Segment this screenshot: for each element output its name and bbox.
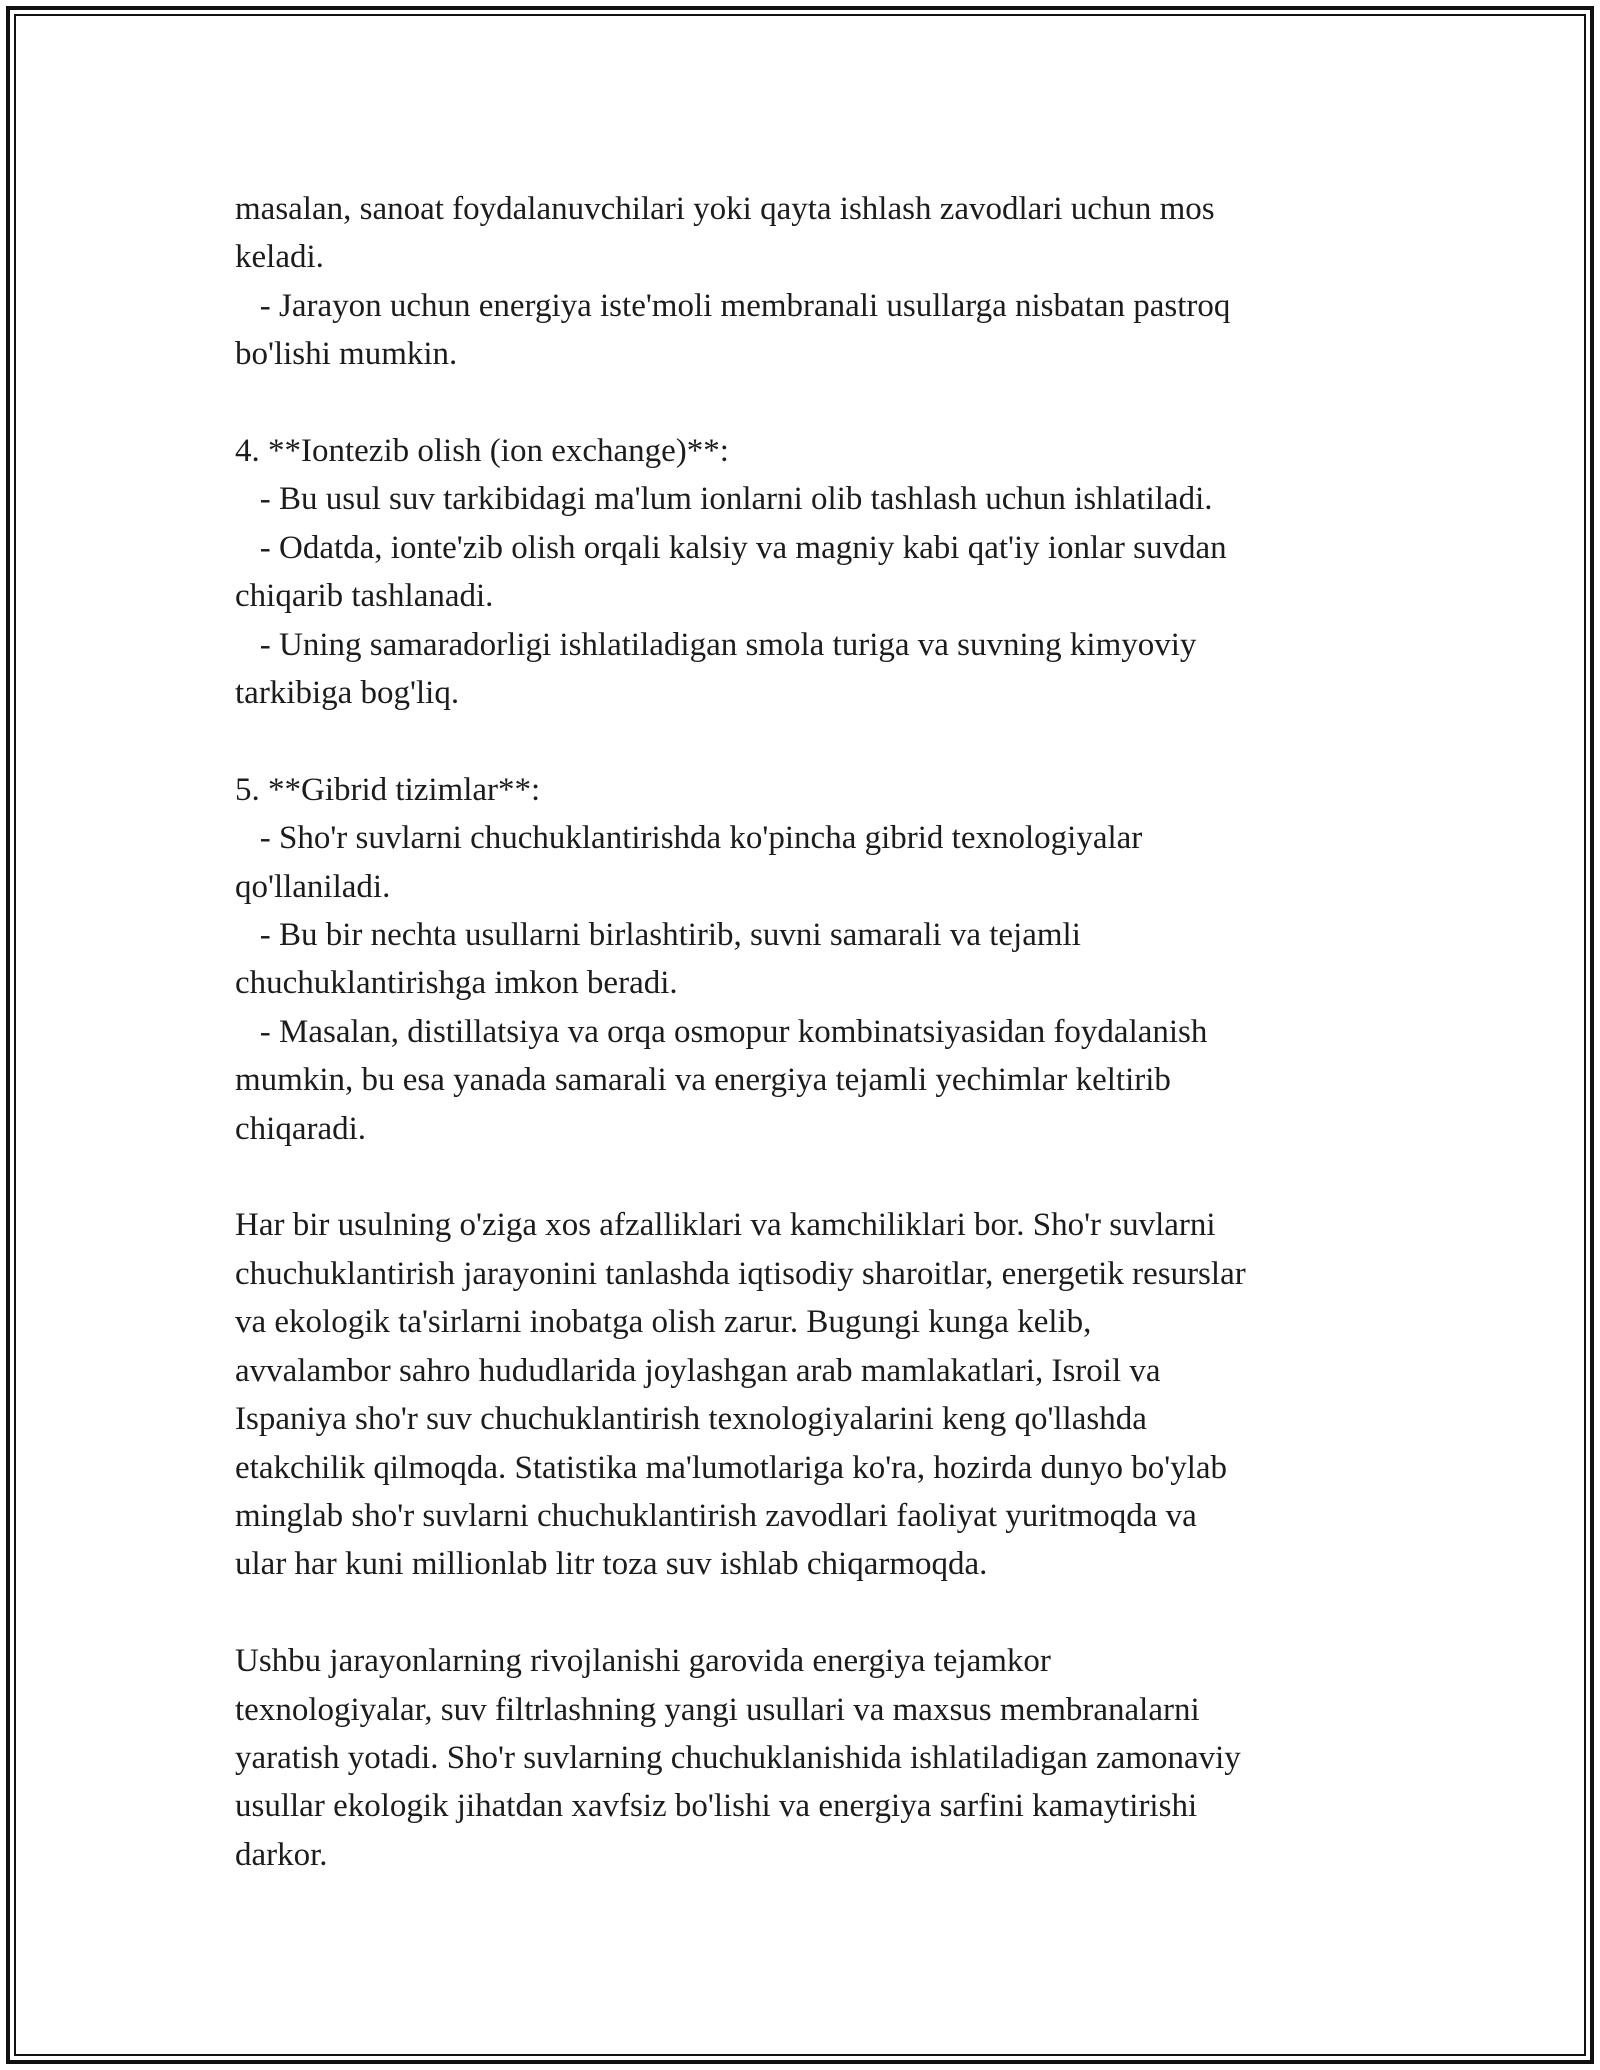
text-line: darkor. xyxy=(235,1836,328,1873)
text-line: Har bir usulning o'ziga xos afzalliklari va kamchiliklari bor. Sho'r suvlarni xyxy=(235,1207,1216,1244)
text-line: ular har kuni millionlab litr toza suv ishlab chiqarmoqda. xyxy=(235,1546,988,1583)
text-line: usullar ekologik jihatdan xavfsiz bo'lishi va energiya sarfini kamaytirishi xyxy=(235,1788,1198,1825)
blank-line xyxy=(235,717,1375,765)
text-line: - Masalan, distillatsiya va orqa osmopur kombinatsiyasidan foydalanish xyxy=(235,1013,1208,1050)
conclusion-paragraph xyxy=(235,1637,1375,1879)
text-line: mumkin, bu esa yanada samarali va energiya tejamli yechimlar keltirib xyxy=(235,1062,1171,1099)
blank-line xyxy=(235,379,1375,427)
text-line: Ispaniya sho'r suv chuchuklantirish texnologiyalarini keng qo'llashda xyxy=(235,1401,1147,1438)
text-line: va ekologik ta'sirlarni inobatga olish zarur. Bugungi kunga kelib, xyxy=(235,1304,1092,1341)
text-line: keladi. xyxy=(235,239,324,276)
continuation-block xyxy=(235,185,1375,379)
text-line: avvalambor sahro hududlarida joylashgan arab mamlakatlari, Isroil va xyxy=(235,1352,1161,1389)
section-heading: 5. **Gibrid tizimlar**: xyxy=(235,771,541,808)
text-line: chiqaradi. xyxy=(235,1110,367,1147)
text-line: - Bu bir nechta usullarni birlashtirib, suvni samarali va tejamli xyxy=(235,917,1081,954)
document-body xyxy=(235,185,1375,1879)
section-ion-exchange xyxy=(235,427,1375,717)
summary-paragraph xyxy=(235,1201,1375,1588)
text-line: - Jarayon uchun energiya iste'moli membranali usullarga nisbatan pastroq xyxy=(235,287,1231,324)
text-line: tarkibiga bog'liq. xyxy=(235,675,460,712)
text-line: chuchuklantirish jarayonini tanlashda iqtisodiy sharoitlar, energetik resurslar xyxy=(235,1255,1246,1292)
text-line: - Odatda, ionte'zib olish orqali kalsiy va magniy kabi qat'iy ionlar suvdan xyxy=(235,529,1227,566)
text-line: etakchilik qilmoqda. Statistika ma'lumotlariga ko'ra, hozirda dunyo bo'ylab xyxy=(235,1449,1228,1486)
text-line: chuchuklantirishga imkon beradi. xyxy=(235,965,678,1002)
text-line: chiqarib tashlanadi. xyxy=(235,578,494,615)
text-line: minglab sho'r suvlarni chuchuklantirish zavodlari faoliyat yuritmoqda va xyxy=(235,1497,1197,1534)
text-line: qo'llaniladi. xyxy=(235,868,391,905)
text-line: - Bu usul suv tarkibidagi ma'lum ionlarni olib tashlash uchun ishlatiladi. xyxy=(235,481,1213,518)
text-line: texnologiyalar, suv filtrlashning yangi usullari va maxsus membranalarni xyxy=(235,1691,1200,1728)
section-heading: 4. **Iontezib olish (ion exchange)**: xyxy=(235,433,729,470)
text-line: masalan, sanoat foydalanuvchilari yoki qayta ishlash zavodlari uchun mos xyxy=(235,191,1215,227)
text-line: - Uning samaradorligi ishlatiladigan smola turiga va suvning kimyoviy xyxy=(235,626,1197,663)
blank-line xyxy=(235,1153,1375,1201)
text-line: - Sho'r suvlarni chuchuklantirishda ko'pincha gibrid texnologiyalar xyxy=(235,820,1143,857)
section-hybrid-systems xyxy=(235,766,1375,1153)
text-line: Ushbu jarayonlarning rivojlanishi garovida energiya tejamkor xyxy=(235,1643,1051,1680)
text-line: yaratish yotadi. Sho'r suvlarning chuchuklanishida ishlatiladigan zamonaviy xyxy=(235,1739,1241,1776)
blank-line xyxy=(235,1589,1375,1637)
text-line: bo'lishi mumkin. xyxy=(235,336,458,373)
